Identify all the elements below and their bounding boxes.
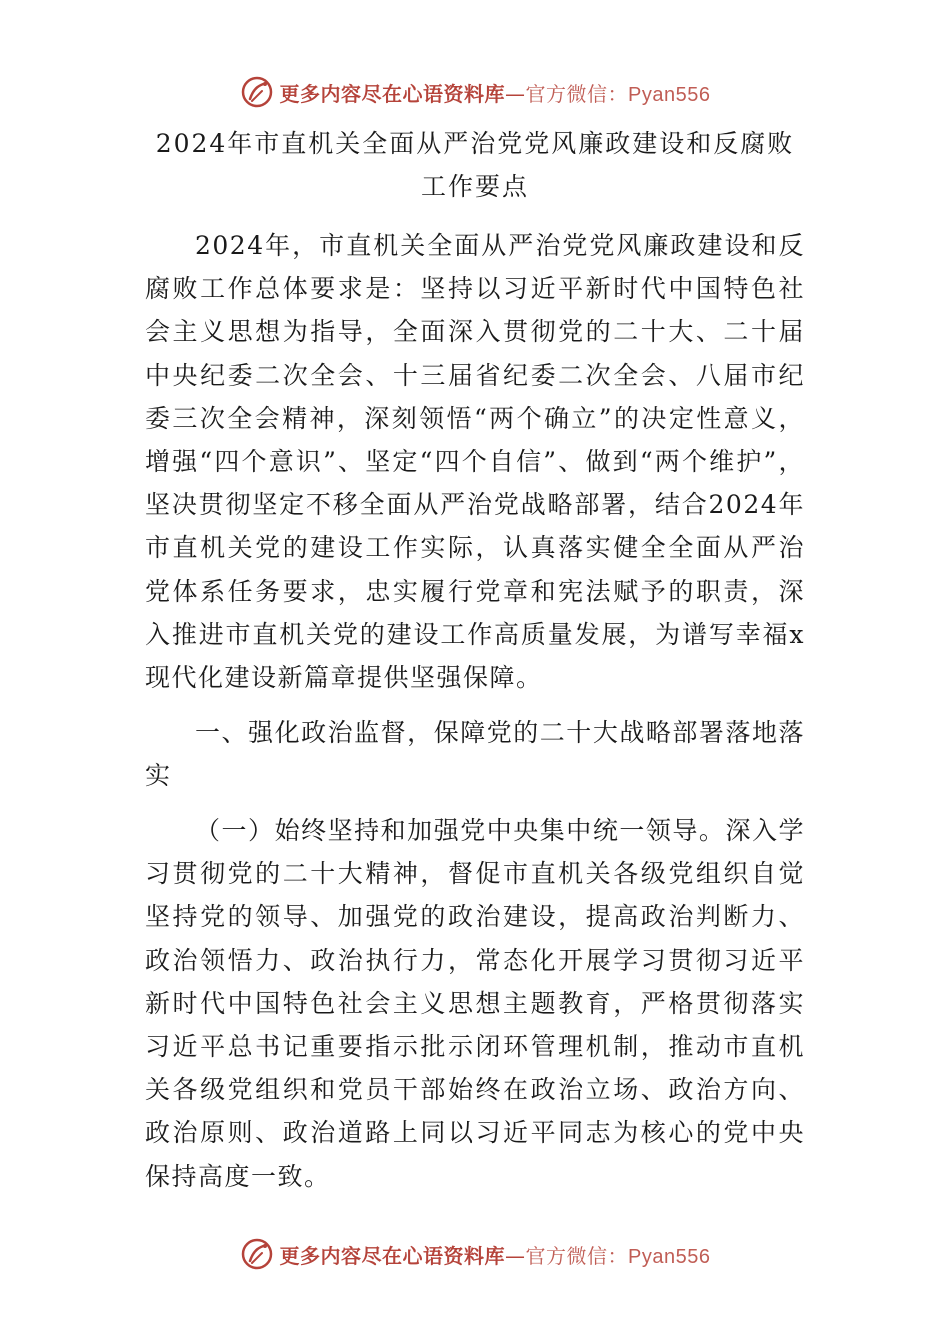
document-title: 2024年市直机关全面从严治党党风廉政建设和反腐败工作要点: [155, 129, 795, 201]
watermark-dash: —: [505, 1243, 526, 1268]
watermark-dash: —: [505, 81, 526, 106]
watermark-footer: [0, 1234, 950, 1274]
paragraph-intro: 2024年，市直机关全面从严治党党风廉政建设和反腐败工作总体要求是：坚持以习近平新时代中国特色社会主义思想为指导，全面深入贯彻党的二十大、二十届中央纪委二次全会、十三届省纪委二次全会、八届市纪委三次全会精神，深刻领悟“两个确立”的决定性意义，增强“四个意识”、坚定“四个自信”、做到“两个维护”，坚决贯彻坚定不移全面从严治党战略部署，结合2024年市直机关党的建设工作实际，认真落实健全全面从严治党体系任务要求，忠实履行党章和宪法赋予的职责，深入推进市直机关党的建设工作高质量发展，为谱写幸福x现代化建设新篇章提供坚强保障。: [145, 231, 805, 693]
watermark-brand: 更多内容尽在心语资料库: [279, 1243, 506, 1268]
watermark-text: [280, 78, 711, 107]
watermark-handle: Pyan556: [628, 1245, 711, 1268]
brand-logo-icon: [240, 1237, 274, 1271]
section-heading-1: 一、强化政治监督，保障党的二十大战略部署落地落实: [145, 718, 805, 791]
paragraph-section-1-item-1: （一）始终坚持和加强党中央集中统一领导。深入学习贯彻党的二十大精神，督促市直机关各级党组织自觉坚持党的领导、加强党的政治建设，提高政治判断力、政治领悟力、政治执行力，常态化开展学习贯彻习近平新时代中国特色社会主义思想主题教育，严格贯彻落实习近平总书记重要指示批示闭环管理机制，推动市直机关各级党组织和党员干部始终在政治立场、政治方向、政治原则、政治道路上同以习近平同志为核心的党中央保持高度一致。: [145, 816, 805, 1191]
watermark-handle: Pyan556: [628, 83, 711, 106]
watermark-wechat-label: 官方微信：: [525, 81, 629, 106]
watermark-text: [280, 1240, 711, 1269]
brand-logo-icon: [240, 75, 274, 109]
watermark-header: [0, 72, 950, 112]
watermark-wechat-label: 官方微信：: [525, 1243, 629, 1268]
watermark-brand: 更多内容尽在心语资料库: [279, 81, 506, 106]
